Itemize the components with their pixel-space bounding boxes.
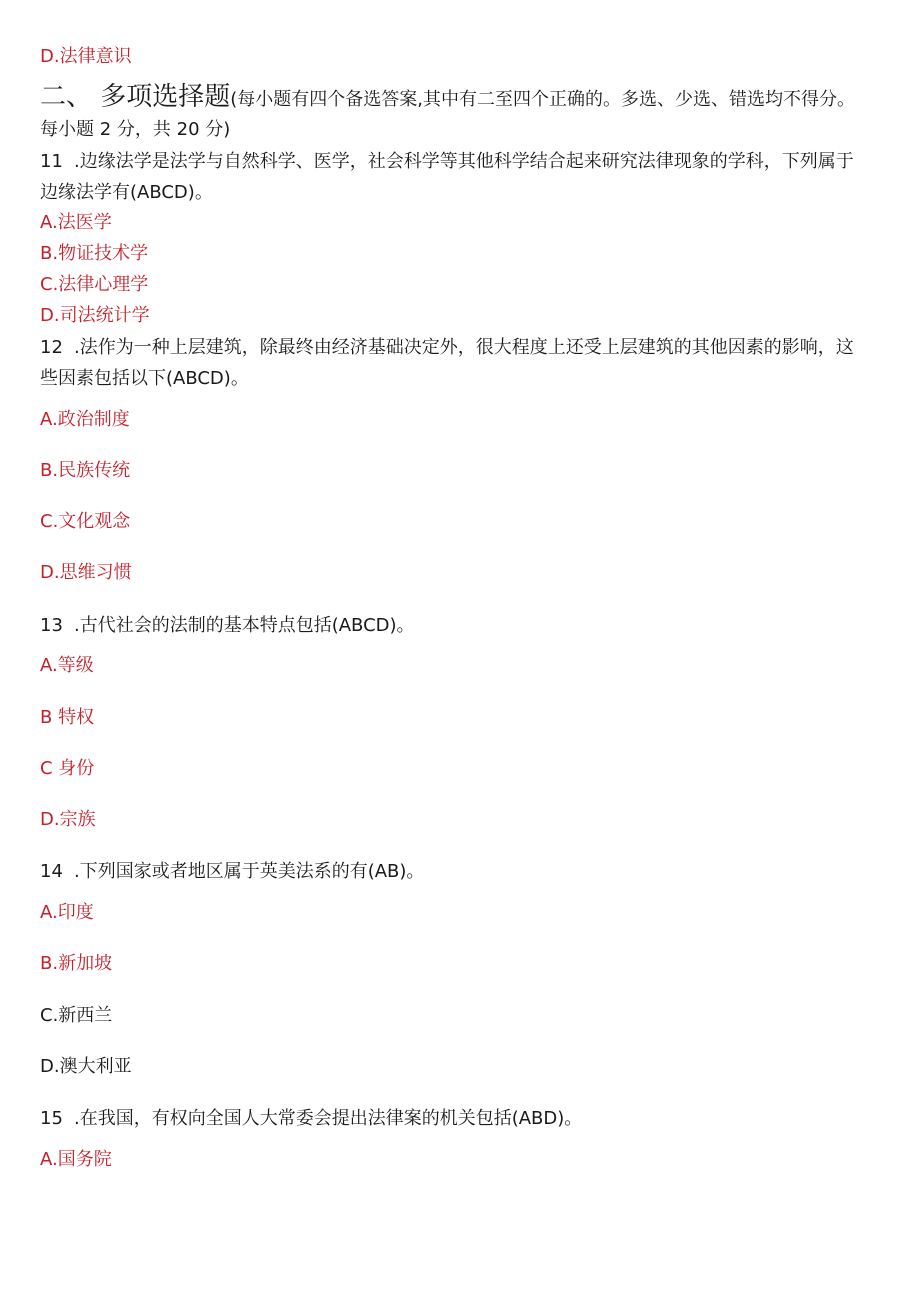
option-b: B.物证技术学 — [40, 243, 149, 264]
question-number: 11 — [40, 151, 63, 172]
option-b: B 特权 — [40, 707, 95, 728]
question-text-cont: 边缘法学有(ABCD)。 — [40, 182, 213, 203]
option-b: B.民族传统 — [40, 460, 131, 481]
option-c: C 身份 — [40, 758, 95, 779]
question-14 — [40, 860, 424, 884]
option-d: D.思维习惯 — [40, 562, 132, 583]
question-text: .古代社会的法制的基本特点包括(ABCD)。 — [74, 615, 415, 636]
option-c: C.文化观念 — [40, 511, 131, 532]
question-number: 12 — [40, 337, 63, 358]
option-a: A.国务院 — [40, 1149, 112, 1170]
option-d: D.澳大利亚 — [40, 1056, 132, 1077]
question-text: .下列国家或者地区属于英美法系的有(AB)。 — [74, 861, 425, 882]
question-15 — [40, 1107, 582, 1131]
section-instruction-cont: 每小题 2 分，共 20 分) — [40, 119, 231, 140]
question-text-cont: 些因素包括以下(ABCD)。 — [40, 368, 249, 389]
section-heading — [40, 82, 855, 112]
question-text: .在我国，有权向全国人大常委会提出法律案的机关包括(ABD)。 — [74, 1108, 583, 1129]
option-a: A.法医学 — [40, 212, 112, 233]
question-number: 13 — [40, 615, 63, 636]
option-b: B.新加坡 — [40, 953, 113, 974]
option-d: D.宗族 — [40, 809, 96, 830]
question-number: 14 — [40, 861, 63, 882]
question-text: .法作为一种上层建筑，除最终由经济基础决定外，很大程度上还受上层建筑的其他因素的影响，这 — [74, 337, 854, 358]
option-d: D.司法统计学 — [40, 305, 150, 326]
question-12 — [40, 336, 854, 360]
section-title: 二、 多项选择题 — [40, 82, 231, 112]
question-number: 15 — [40, 1108, 63, 1129]
option-a: A.政治制度 — [40, 409, 130, 430]
question-13 — [40, 614, 415, 638]
option-d-prev: D.法律意识 — [40, 46, 132, 67]
option-a: A.等级 — [40, 655, 94, 676]
question-text: .边缘法学是法学与自然科学、医学，社会科学等其他科学结合起来研究法律现象的学科，下列属于 — [74, 151, 854, 172]
option-c: C.新西兰 — [40, 1005, 113, 1026]
section-instruction: (每小题有四个备选答案,其中有二至四个正确的。多选、少选、错选均不得分。 — [230, 89, 856, 110]
option-c: C.法律心理学 — [40, 274, 149, 295]
question-11 — [40, 150, 854, 174]
option-a: A.印度 — [40, 902, 94, 923]
